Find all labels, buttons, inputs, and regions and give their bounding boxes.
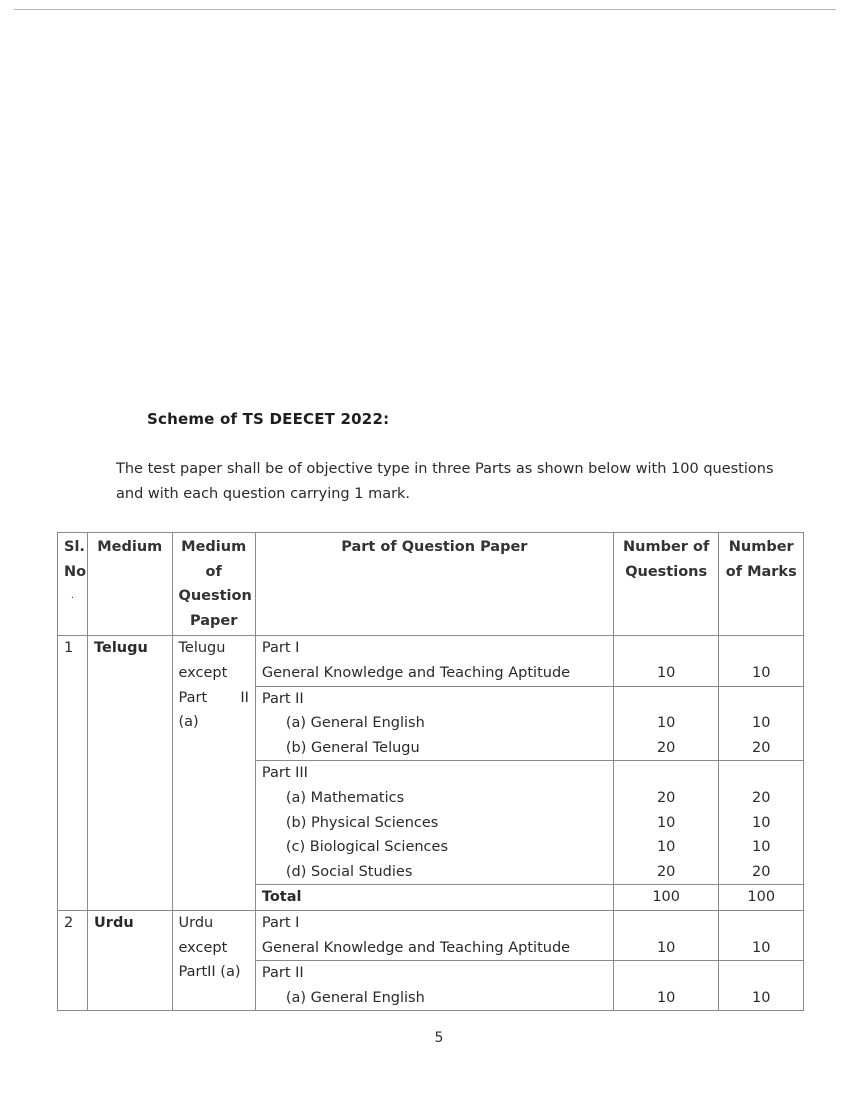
intro-paragraph: The test paper shall be of objective type in three Parts as shown below with 100 questions and with each question carrying 1 mark. (116, 461, 774, 502)
sl-no-cell: 2 (58, 910, 88, 1010)
part-cell: Part II (a) General English (b) General Telugu (255, 686, 613, 761)
questions-cell: 20 10 10 20 (613, 761, 719, 885)
medium-qp-cell: Urdu except PartII (a) (172, 910, 255, 1010)
marks-cell: 10 (719, 636, 804, 686)
part-cell: Part III (a) Mathematics (b) Physical Sciences (c) Biological Sciences (d) Social Studies (255, 761, 613, 885)
part-cell: Part I General Knowledge and Teaching Aptitude (255, 636, 613, 686)
questions-cell: 10 (613, 961, 719, 1011)
marks-cell: 10 20 (719, 686, 804, 761)
medium-qp-cell: Telugu except Part II (a) (172, 636, 255, 911)
questions-cell: 10 (613, 636, 719, 686)
section-heading: Scheme of TS DEECET 2022: (147, 410, 390, 428)
part-cell: Part II (a) General English (255, 961, 613, 1011)
total-label: Total (255, 885, 613, 911)
total-marks: 100 (719, 885, 804, 911)
medium-cell: Urdu (88, 910, 172, 1010)
header-medium-qp: Medium of Question Paper (172, 533, 255, 636)
questions-cell: 10 20 (613, 686, 719, 761)
table-row (58, 910, 804, 960)
page-number: 5 (434, 1030, 444, 1046)
marks-cell: 10 (719, 910, 804, 960)
header-num-questions: Number of Questions (613, 533, 719, 636)
header-num-marks: Number of Marks (719, 533, 804, 636)
header-part: Part of Question Paper (255, 533, 613, 636)
header-medium: Medium (88, 533, 172, 636)
header-sl-no: Sl. No . (58, 533, 88, 636)
questions-cell: 10 (613, 910, 719, 960)
table-header-row (58, 533, 804, 636)
table-row (58, 636, 804, 686)
marks-cell: 20 10 10 20 (719, 761, 804, 885)
part-cell: Part I General Knowledge and Teaching Aptitude (255, 910, 613, 960)
marks-cell: 10 (719, 961, 804, 1011)
top-rule (14, 9, 836, 10)
scheme-table (57, 532, 804, 1011)
medium-cell: Telugu (88, 636, 172, 911)
sl-no-cell: 1 (58, 636, 88, 911)
total-questions: 100 (613, 885, 719, 911)
